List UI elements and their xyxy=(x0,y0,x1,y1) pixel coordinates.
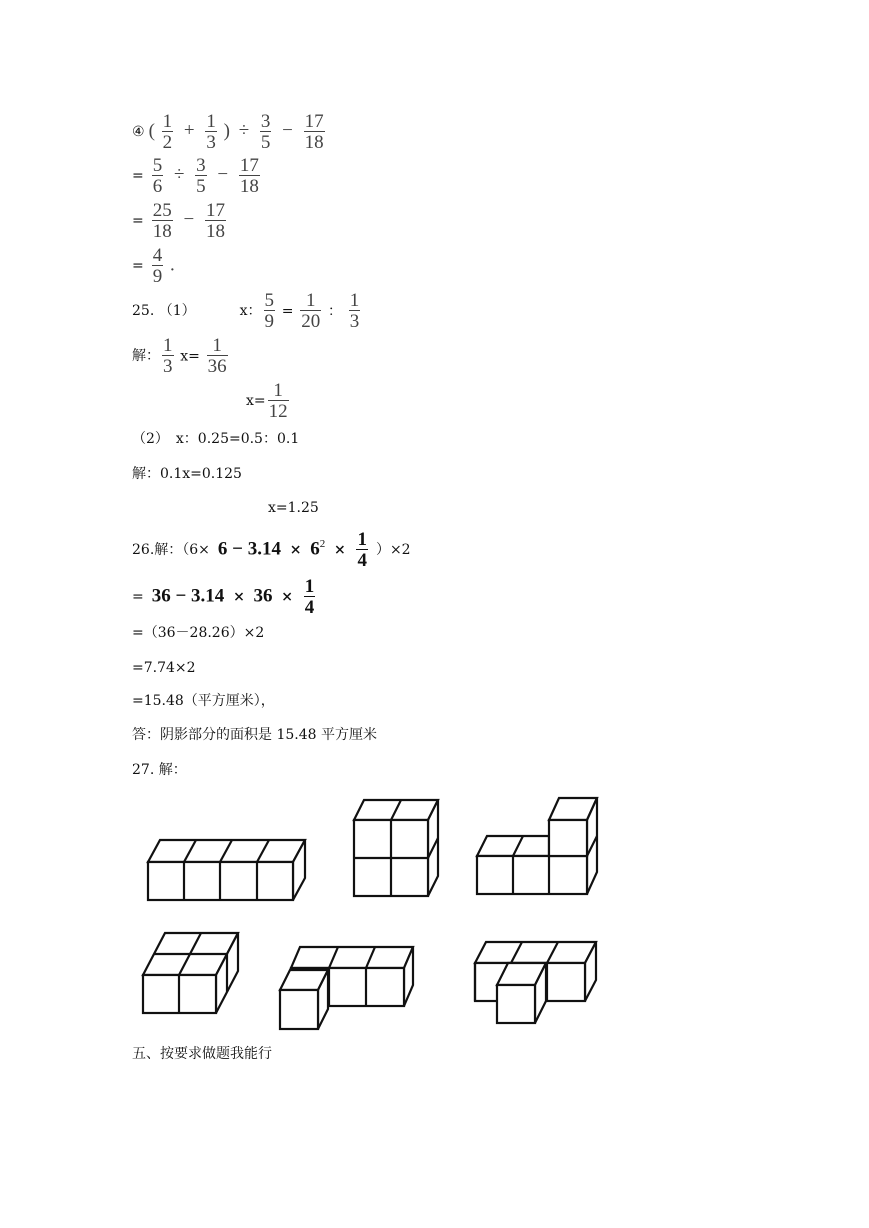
denominator: 4 xyxy=(357,550,367,571)
numerator: 17 xyxy=(205,200,225,221)
cube-figure-6 xyxy=(475,942,596,1023)
denominator: 5 xyxy=(196,176,206,197)
denominator: 9 xyxy=(264,311,275,332)
denominator: 3 xyxy=(206,132,216,153)
denominator: 9 xyxy=(152,266,163,287)
numerator: 1 xyxy=(163,335,173,356)
denominator: 18 xyxy=(304,132,324,153)
operator: × xyxy=(233,589,245,606)
q26-label: 26.解：（6× xyxy=(132,542,210,558)
denominator: 18 xyxy=(239,176,259,197)
denominator: 6 xyxy=(152,176,163,197)
paren: ( xyxy=(148,120,155,142)
exponent: 2 xyxy=(319,538,326,551)
numerator: 1 xyxy=(206,111,216,132)
operator: + xyxy=(183,120,195,142)
operator: − xyxy=(217,164,229,186)
numerator: 1 xyxy=(162,111,173,132)
cube-figure-4 xyxy=(143,933,238,1013)
q26-step3-text: =7.74×2 xyxy=(132,660,196,676)
numerator: 5 xyxy=(152,155,163,176)
expression: 6 − 3.14 xyxy=(217,538,281,560)
numerator: 3 xyxy=(260,111,271,132)
equals: = xyxy=(132,258,144,274)
operator: ÷ xyxy=(173,164,185,186)
operator: × xyxy=(333,542,346,559)
equals: = xyxy=(132,213,144,229)
cube-figure-1 xyxy=(148,840,305,900)
denominator: 18 xyxy=(152,221,172,242)
q26-step2-text: =（36－28.26）×2 xyxy=(132,625,265,641)
numerator: 17 xyxy=(239,155,259,176)
x-equals: x= xyxy=(246,393,266,409)
paren: ) xyxy=(223,120,230,142)
p4-label: ④ xyxy=(132,124,145,140)
x-equals: x= xyxy=(180,348,200,365)
denominator: 5 xyxy=(260,132,271,153)
denominator: 3 xyxy=(349,311,360,332)
expression: 36 − 3.14 xyxy=(151,585,225,607)
numerator: 1 xyxy=(304,576,315,597)
value: 36 xyxy=(253,585,273,607)
section-5-heading xyxy=(132,1047,272,1061)
colon: ： xyxy=(328,303,343,320)
operator: ÷ xyxy=(238,120,250,142)
denominator: 36 xyxy=(207,356,227,377)
equals: = xyxy=(281,303,294,320)
q26-step4-text: =15.48（平方厘米）， xyxy=(132,693,275,709)
cube-figure-3 xyxy=(477,798,597,894)
numerator: 17 xyxy=(304,111,324,132)
denominator: 2 xyxy=(162,132,173,153)
q25-part2-sol2-text: x=1.25 xyxy=(268,500,319,516)
q25-eq-prefix: x： xyxy=(239,303,262,319)
numerator: 5 xyxy=(264,290,275,311)
cube-figure-2 xyxy=(354,800,438,896)
q25-part2-sol1-text: 解：0.1x=0.125 xyxy=(132,466,242,482)
denominator: 3 xyxy=(163,356,173,377)
denominator: 4 xyxy=(304,597,315,618)
numerator: 1 xyxy=(349,290,360,311)
denominator: 20 xyxy=(301,311,321,332)
q26-tail: ）×2 xyxy=(375,542,411,558)
q26-answer-text: 答：阴影部分的面积是 15.48 平方厘米 xyxy=(132,727,377,743)
numerator: 1 xyxy=(357,529,367,550)
section-5-text: 五、按要求做题我能行 xyxy=(132,1046,272,1062)
operator: × xyxy=(281,589,294,606)
q25-part2-text: （2） x：0.25=0.5：0.1 xyxy=(132,431,300,447)
operator: − xyxy=(183,209,195,231)
base: 6 xyxy=(310,538,320,560)
solution-label: 解： xyxy=(132,348,160,364)
numerator: 3 xyxy=(196,155,206,176)
operator: − xyxy=(282,120,293,142)
numerator: 25 xyxy=(152,200,172,221)
numerator: 1 xyxy=(212,335,222,356)
cube-figure-5 xyxy=(280,947,413,1029)
numerator: 1 xyxy=(273,380,283,401)
period: . xyxy=(169,254,175,276)
q27-label: 27. 解： xyxy=(132,762,187,778)
equals: = xyxy=(132,589,144,605)
denominator: 12 xyxy=(268,401,288,422)
numerator: 4 xyxy=(152,245,163,266)
operator: × xyxy=(289,542,302,559)
equals: = xyxy=(132,168,144,184)
numerator: 1 xyxy=(306,290,316,311)
q25-label: 25. （1） xyxy=(132,303,196,319)
denominator: 18 xyxy=(205,221,225,242)
